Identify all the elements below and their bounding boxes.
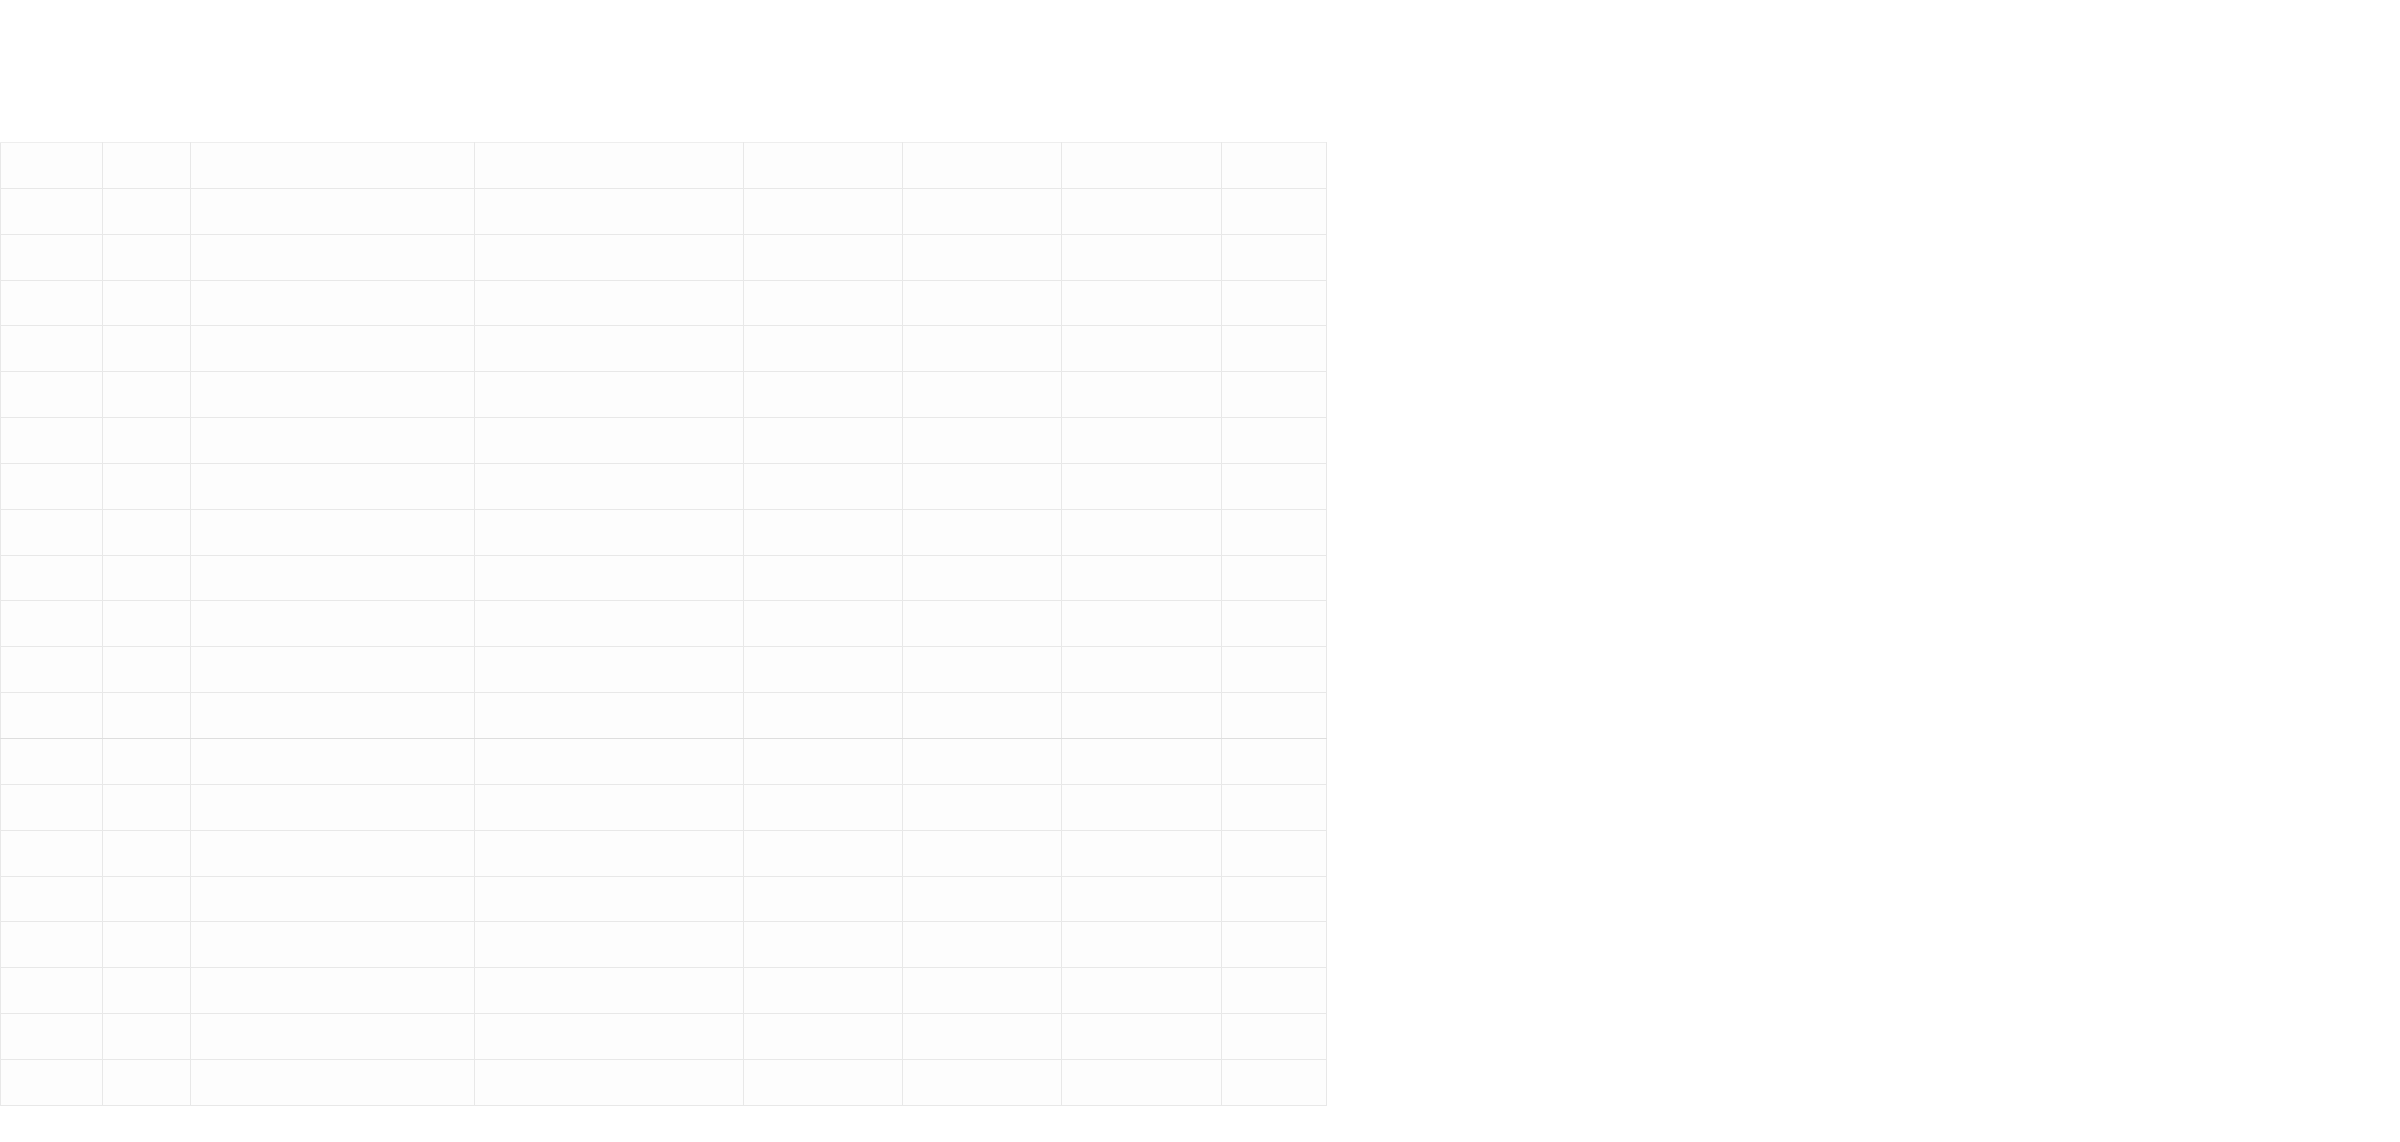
table-cell[interactable] [903, 693, 1062, 739]
table-cell[interactable] [903, 418, 1062, 464]
table-cell[interactable] [744, 647, 903, 693]
table-cell[interactable] [191, 647, 475, 693]
table-cell[interactable] [191, 693, 475, 739]
table-row [1, 372, 1327, 418]
table-cell[interactable] [1062, 601, 1222, 647]
table-cell[interactable] [191, 463, 475, 509]
table-cell[interactable] [103, 509, 191, 555]
table-cell[interactable] [1222, 922, 1327, 968]
table-cell[interactable] [1062, 693, 1222, 739]
table-row [1, 418, 1327, 464]
table-cell[interactable] [191, 876, 475, 922]
table-row [1, 188, 1327, 234]
table-cell[interactable] [903, 555, 1062, 601]
table-cell[interactable] [103, 830, 191, 876]
table-cell[interactable] [1, 463, 103, 509]
table-row [1, 784, 1327, 830]
table-cell[interactable] [1062, 784, 1222, 830]
table-cell[interactable] [475, 463, 744, 509]
table-cell[interactable] [1062, 188, 1222, 234]
table-row [1, 509, 1327, 555]
table-cell[interactable] [1222, 188, 1327, 234]
table-cell[interactable] [475, 738, 744, 784]
table-cell[interactable] [903, 326, 1062, 372]
table-cell[interactable] [744, 922, 903, 968]
table-cell[interactable] [1222, 1014, 1327, 1060]
table-cell[interactable] [1, 830, 103, 876]
table-cell[interactable] [191, 143, 475, 189]
table-cell[interactable] [1062, 1014, 1222, 1060]
table-cell[interactable] [744, 968, 903, 1014]
table-cell[interactable] [1062, 143, 1222, 189]
table-cell[interactable] [744, 738, 903, 784]
table-cell[interactable] [1, 1014, 103, 1060]
table-cell[interactable] [1, 1059, 103, 1105]
table-row [1, 1059, 1327, 1105]
table-cell[interactable] [191, 922, 475, 968]
table-cell[interactable] [1222, 647, 1327, 693]
table-cell[interactable] [475, 830, 744, 876]
table-cell[interactable] [1062, 830, 1222, 876]
table-cell[interactable] [1222, 509, 1327, 555]
table-cell[interactable] [903, 143, 1062, 189]
table-cell[interactable] [1222, 693, 1327, 739]
table-cell[interactable] [1222, 968, 1327, 1014]
table-row [1, 234, 1327, 280]
table-cell[interactable] [103, 784, 191, 830]
empty-table-grid [0, 142, 1326, 1106]
table-cell[interactable] [191, 784, 475, 830]
table-cell[interactable] [1222, 738, 1327, 784]
table-cell[interactable] [903, 601, 1062, 647]
table-cell[interactable] [903, 647, 1062, 693]
table-cell[interactable] [1222, 418, 1327, 464]
table-cell[interactable] [475, 555, 744, 601]
table-cell[interactable] [103, 738, 191, 784]
table-cell[interactable] [475, 693, 744, 739]
table-cell[interactable] [475, 647, 744, 693]
table-cell[interactable] [1222, 601, 1327, 647]
table-cell[interactable] [1222, 1059, 1327, 1105]
table-cell[interactable] [191, 555, 475, 601]
table-cell[interactable] [191, 372, 475, 418]
table-cell[interactable] [475, 784, 744, 830]
table-row [1, 601, 1327, 647]
table-cell[interactable] [744, 326, 903, 372]
table-cell[interactable] [1222, 463, 1327, 509]
table-cell[interactable] [475, 418, 744, 464]
table-cell[interactable] [475, 968, 744, 1014]
table-cell[interactable] [1222, 876, 1327, 922]
table-cell[interactable] [1062, 555, 1222, 601]
table-cell[interactable] [903, 968, 1062, 1014]
table-cell[interactable] [1, 968, 103, 1014]
table-cell[interactable] [103, 555, 191, 601]
table-cell[interactable] [1062, 234, 1222, 280]
table-cell[interactable] [1062, 418, 1222, 464]
table-cell[interactable] [475, 188, 744, 234]
table-cell[interactable] [103, 372, 191, 418]
table-cell[interactable] [1222, 280, 1327, 326]
table-cell[interactable] [744, 601, 903, 647]
table-cell[interactable] [744, 555, 903, 601]
table-cell[interactable] [903, 1014, 1062, 1060]
table-cell[interactable] [1222, 234, 1327, 280]
table-cell[interactable] [103, 693, 191, 739]
table-cell[interactable] [1222, 555, 1327, 601]
table-row [1, 647, 1327, 693]
table-cell[interactable] [1, 188, 103, 234]
table-cell[interactable] [903, 188, 1062, 234]
table-cell[interactable] [744, 280, 903, 326]
table-cell[interactable] [191, 234, 475, 280]
table-cell[interactable] [103, 418, 191, 464]
table-cell[interactable] [1, 234, 103, 280]
table-row [1, 968, 1327, 1014]
table-cell[interactable] [1062, 922, 1222, 968]
table-cell[interactable] [903, 784, 1062, 830]
table-cell[interactable] [191, 601, 475, 647]
table-cell[interactable] [475, 326, 744, 372]
table-cell[interactable] [903, 280, 1062, 326]
table-cell[interactable] [1, 738, 103, 784]
table-cell[interactable] [903, 922, 1062, 968]
table-row [1, 463, 1327, 509]
table-cell[interactable] [1, 280, 103, 326]
table-cell[interactable] [191, 968, 475, 1014]
table-cell[interactable] [744, 418, 903, 464]
table-cell[interactable] [103, 647, 191, 693]
table-cell[interactable] [475, 509, 744, 555]
table-cell[interactable] [744, 693, 903, 739]
table-cell[interactable] [903, 876, 1062, 922]
table-cell[interactable] [744, 1014, 903, 1060]
table-cell[interactable] [103, 1014, 191, 1060]
table-cell[interactable] [1, 647, 103, 693]
table-cell[interactable] [475, 143, 744, 189]
table-cell[interactable] [103, 463, 191, 509]
table-cell[interactable] [1062, 509, 1222, 555]
table-cell[interactable] [191, 1014, 475, 1060]
table-row [1, 876, 1327, 922]
table-cell[interactable] [903, 830, 1062, 876]
table-cell[interactable] [1222, 372, 1327, 418]
table-cell[interactable] [1062, 968, 1222, 1014]
table-cell[interactable] [903, 463, 1062, 509]
table-cell[interactable] [191, 1059, 475, 1105]
table-cell[interactable] [191, 418, 475, 464]
table-cell[interactable] [1062, 876, 1222, 922]
table-cell[interactable] [191, 280, 475, 326]
table-cell[interactable] [903, 738, 1062, 784]
table-row [1, 693, 1327, 739]
table-cell[interactable] [475, 922, 744, 968]
table-cell[interactable] [903, 234, 1062, 280]
table-cell[interactable] [103, 326, 191, 372]
table-row [1, 280, 1327, 326]
table-cell[interactable] [1222, 326, 1327, 372]
table-cell[interactable] [1062, 463, 1222, 509]
table-body [1, 143, 1327, 1106]
table-cell[interactable] [744, 784, 903, 830]
table-row [1, 143, 1327, 189]
table-cell[interactable] [475, 1014, 744, 1060]
table-cell[interactable] [475, 601, 744, 647]
table-cell[interactable] [1062, 372, 1222, 418]
table-cell[interactable] [103, 234, 191, 280]
table-cell[interactable] [744, 1059, 903, 1105]
table-cell[interactable] [475, 234, 744, 280]
table-cell[interactable] [744, 876, 903, 922]
table-cell[interactable] [744, 143, 903, 189]
table-cell[interactable] [1, 372, 103, 418]
table-cell[interactable] [1062, 647, 1222, 693]
table-cell[interactable] [744, 509, 903, 555]
table-cell[interactable] [103, 968, 191, 1014]
table-cell[interactable] [475, 280, 744, 326]
table-cell[interactable] [1222, 830, 1327, 876]
table-cell[interactable] [1062, 1059, 1222, 1105]
table-cell[interactable] [744, 463, 903, 509]
table-cell[interactable] [103, 280, 191, 326]
table-cell[interactable] [1062, 280, 1222, 326]
table-cell[interactable] [903, 1059, 1062, 1105]
table-cell[interactable] [1, 784, 103, 830]
table-cell[interactable] [103, 876, 191, 922]
table-cell[interactable] [191, 830, 475, 876]
table-cell[interactable] [103, 1059, 191, 1105]
table-cell[interactable] [744, 234, 903, 280]
table-cell[interactable] [103, 188, 191, 234]
table-cell[interactable] [744, 372, 903, 418]
table-row [1, 1014, 1327, 1060]
table-cell[interactable] [103, 601, 191, 647]
table-cell[interactable] [1222, 143, 1327, 189]
table-row [1, 830, 1327, 876]
table-cell[interactable] [103, 922, 191, 968]
table-cell[interactable] [1, 509, 103, 555]
table-cell[interactable] [191, 326, 475, 372]
table-cell[interactable] [903, 509, 1062, 555]
table-cell[interactable] [1, 922, 103, 968]
table-cell[interactable] [191, 509, 475, 555]
table-row [1, 326, 1327, 372]
table-row [1, 738, 1327, 784]
table-cell[interactable] [744, 830, 903, 876]
table-cell[interactable] [1062, 326, 1222, 372]
table-cell[interactable] [191, 738, 475, 784]
table-cell[interactable] [1062, 738, 1222, 784]
table-cell[interactable] [191, 188, 475, 234]
table-cell[interactable] [1, 555, 103, 601]
table-cell[interactable] [1, 418, 103, 464]
table-row [1, 555, 1327, 601]
table-cell[interactable] [1, 601, 103, 647]
table-cell[interactable] [1222, 784, 1327, 830]
table-cell[interactable] [475, 1059, 744, 1105]
table-cell[interactable] [1, 876, 103, 922]
table-cell[interactable] [475, 876, 744, 922]
table-cell[interactable] [1, 143, 103, 189]
table-cell[interactable] [1, 693, 103, 739]
table-cell[interactable] [1, 326, 103, 372]
table-cell[interactable] [903, 372, 1062, 418]
table-row [1, 922, 1327, 968]
table-cell[interactable] [744, 188, 903, 234]
table-cell[interactable] [475, 372, 744, 418]
table-cell[interactable] [103, 143, 191, 189]
data-table [0, 142, 1327, 1106]
